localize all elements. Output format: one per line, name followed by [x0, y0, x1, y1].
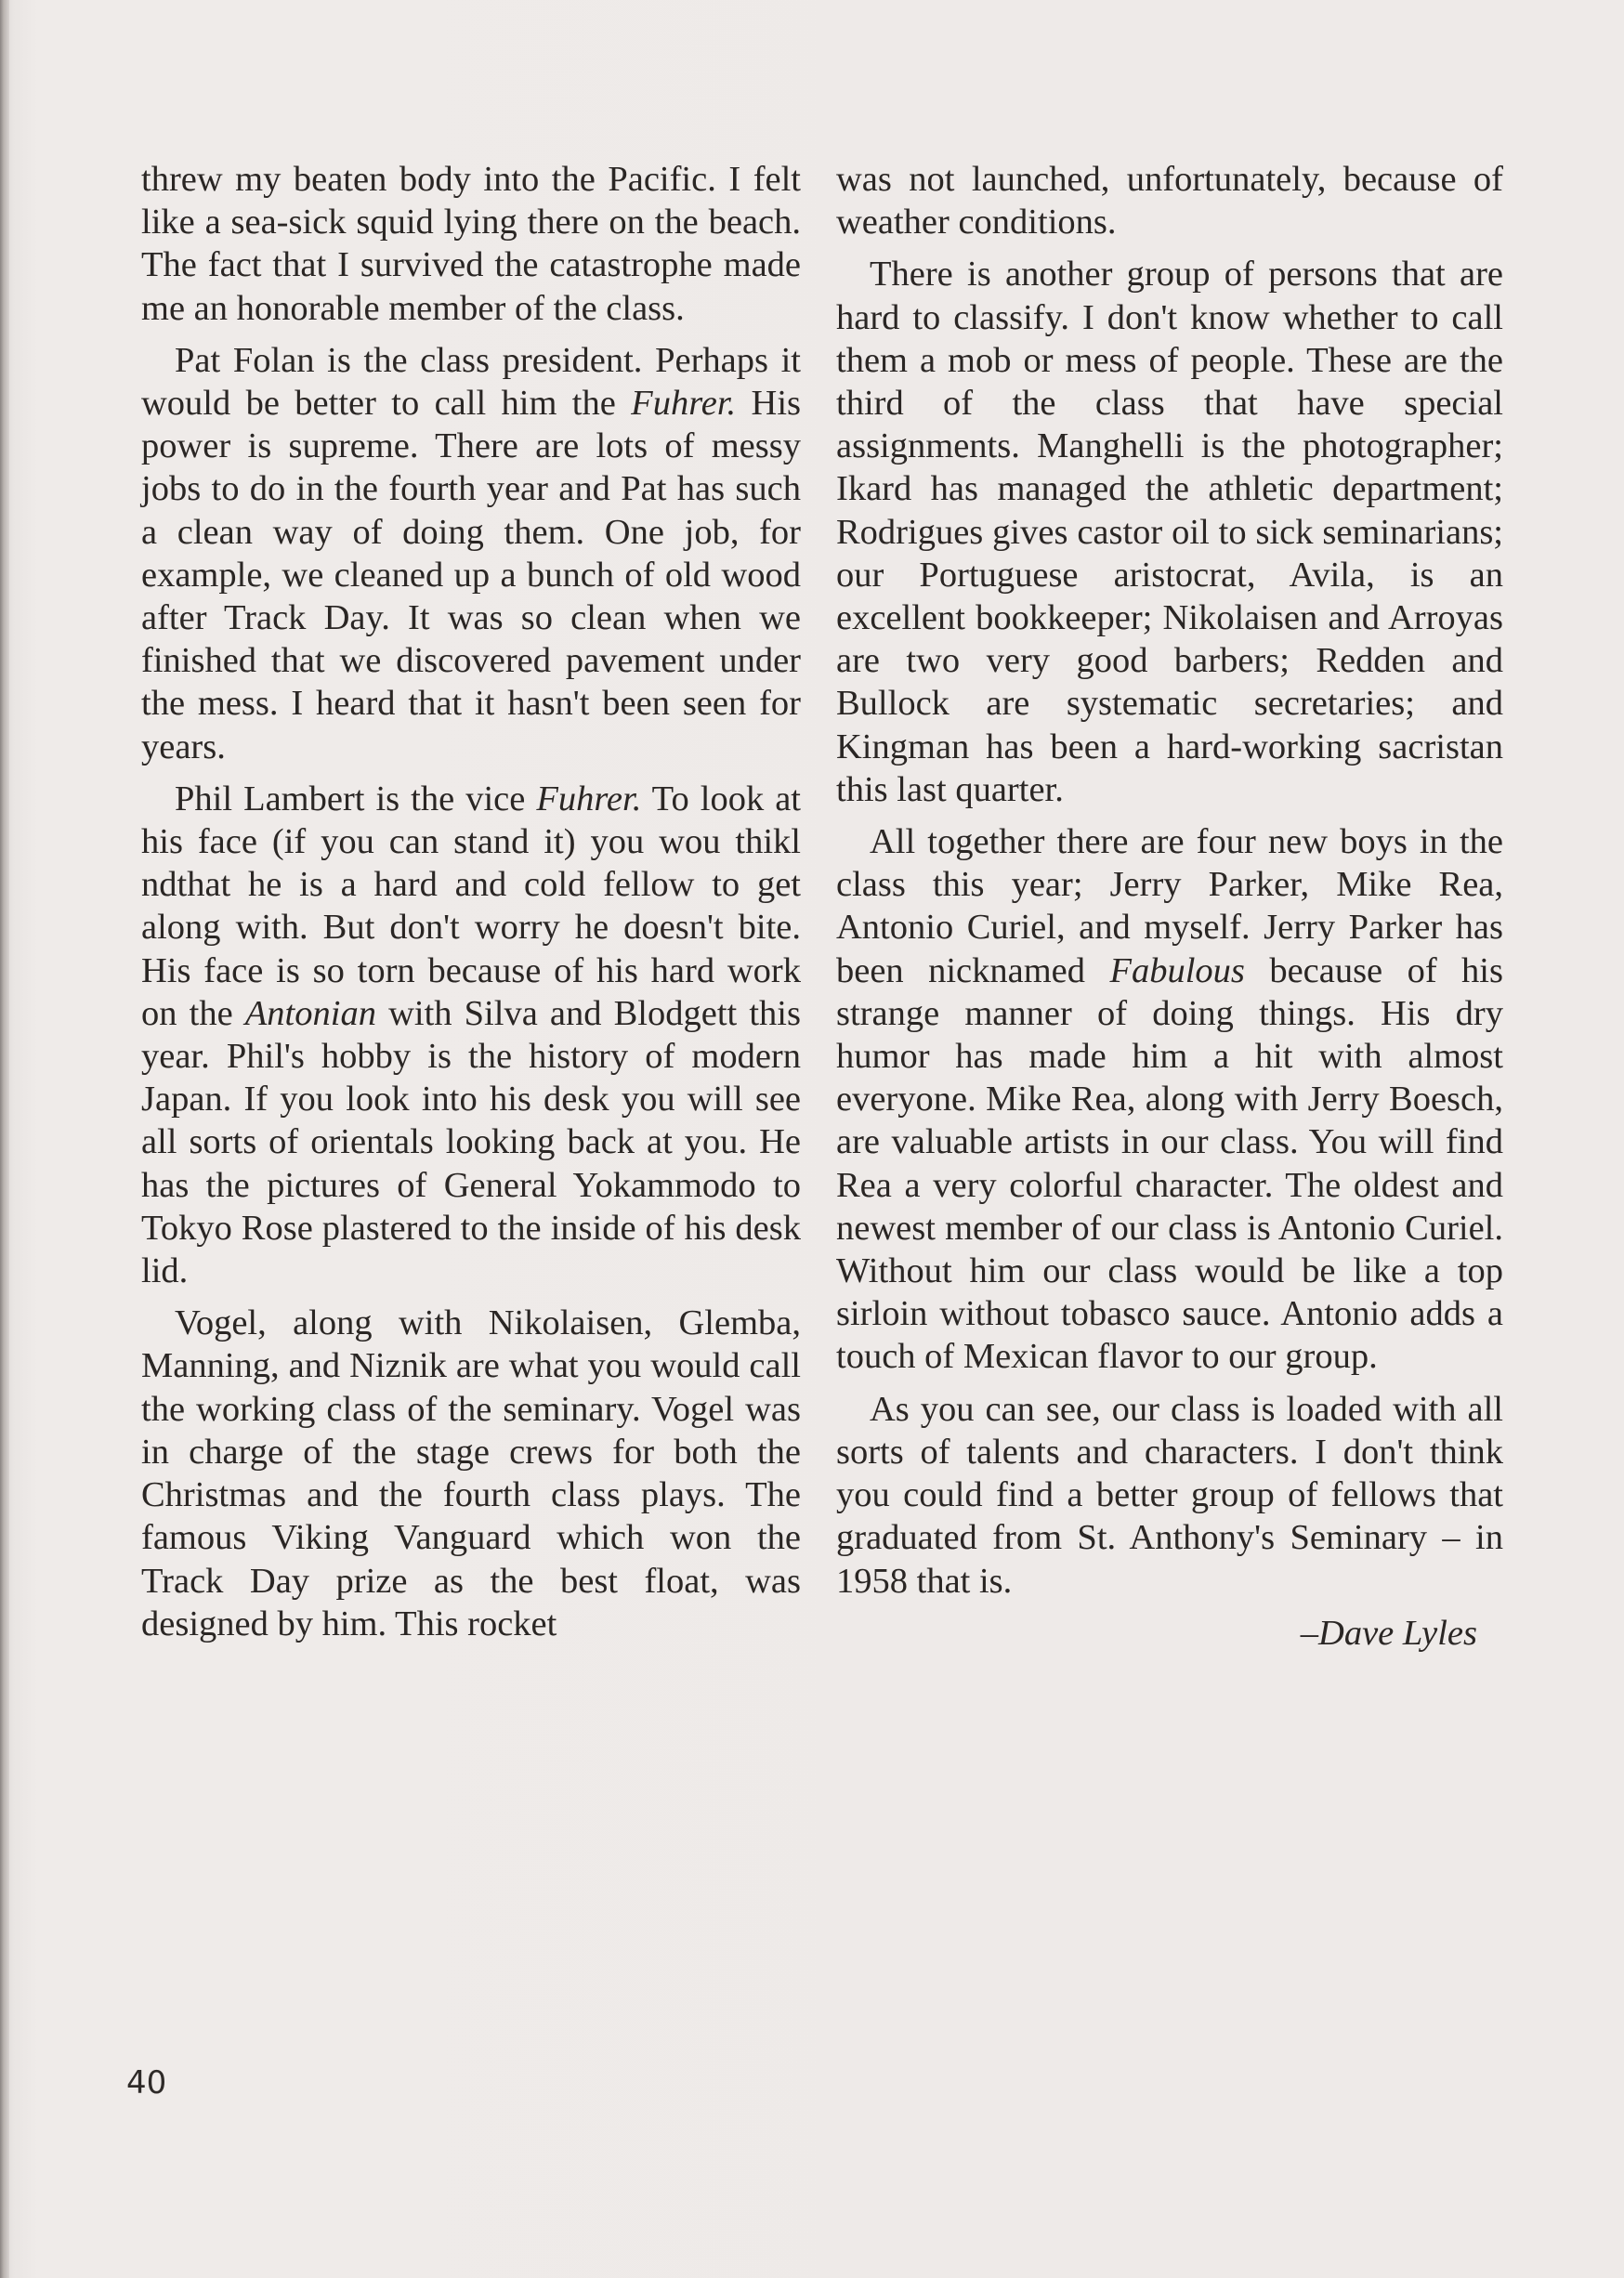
paragraph: As you can see, our class is loaded with all sorts of talents and characters. I don't think you could find a better group of fellows that graduated from St. Anthony's Seminary – in 1958 that is. — [836, 1389, 1503, 1601]
emphasis: Fuhrer. — [631, 384, 737, 424]
emphasis: Antonian — [244, 993, 376, 1033]
paragraph: Vogel, along with Nikolaisen, Glemba, Manning, and Niznik are what you would call the working class of the seminary. Vogel was in charge of the stage crews for both the Christmas and the fourth class plays. The famous Viking Vanguard which won the Track Day prize as the best float, was designed by him. This rocket — [141, 1303, 801, 1643]
binding-edge — [0, 0, 9, 2278]
paragraph: There is another group of persons that are hard to classify. I don't know whether to call them a mob or mess of people. These are the third of the class that have special assignments. Manghelli is the photographer; Ikard has managed the athletic department; Rodrigues gives castor oil to sick seminarians; our Portuguese aristocrat, Avila, is an excellent bookkeeper; Nikolaisen and Arroyas are two very good barbers; Redden and Bullock are systematic secretaries; and Kingman has been a hard-working sacristan this last quarter. — [836, 255, 1503, 809]
right-column — [836, 158, 1503, 1664]
paragraph — [141, 778, 801, 1292]
paragraph: was not launched, unfortunately, because of weather conditions. — [836, 160, 1503, 242]
paragraph — [141, 339, 801, 768]
left-column — [141, 158, 801, 1655]
author-signature: –Dave Lyles — [1300, 1613, 1477, 1653]
text: His power is supreme. There are lots of messy jobs to do in the fourth year and Pat has such a clean way of doing them. One job, for example, we cleaned up a bunch of old wood after Track Day. It was so clean when we finished that we discovered pavement under the mess. I heard that it hasn't been seen for years. — [141, 384, 802, 766]
text: with Silva and Blodgett this year. Phil's hobby is the history of modern Japan. If you look into his desk you will see all sorts of orientals looking back at you. He has the pictures of General Yokammodo to Tokyo Rose plastered to the inside of his desk lid. — [141, 993, 801, 1291]
paragraph: threw my beaten body into the Pacific. I felt like a sea-sick squid lying there on the beach. The fact that I survived the catastrophe made me an honorable member of the class. — [141, 160, 801, 328]
text: To look at his face (if you can stand it) you wou thikl ndthat he is a hard and cold fellow to get along with. But don't worry he doesn't bite. His face is so torn because of his hard work on the — [141, 779, 801, 1033]
paragraph — [836, 820, 1503, 1379]
text: Phil Lambert is the vice — [175, 779, 537, 818]
text: All together there are four new boys in the class this year; Jerry Parker, Mike Rea, Antonio Curiel, and myself. Jerry Parker has been nicknamed — [836, 822, 1503, 990]
page-number: 40 — [126, 2064, 167, 2101]
emphasis: Fuhrer. — [536, 779, 642, 818]
text: Pat Folan is the class president. Perhaps it would be better to call him the — [141, 340, 801, 424]
emphasis: Fabulous — [1109, 950, 1245, 990]
text: because of his strange manner of doing things. His dry humor has made him a hit with almost everyone. Mike Rea, along with Jerry Boesch, are valuable artists in our class. You will find Rea a very colorful character. The oldest and newest member of our class is Antonio Curiel. Without him our class would be like a top sirloin without tobasco sauce. Antonio adds a touch of Mexican flavor to our group. — [836, 950, 1503, 1377]
